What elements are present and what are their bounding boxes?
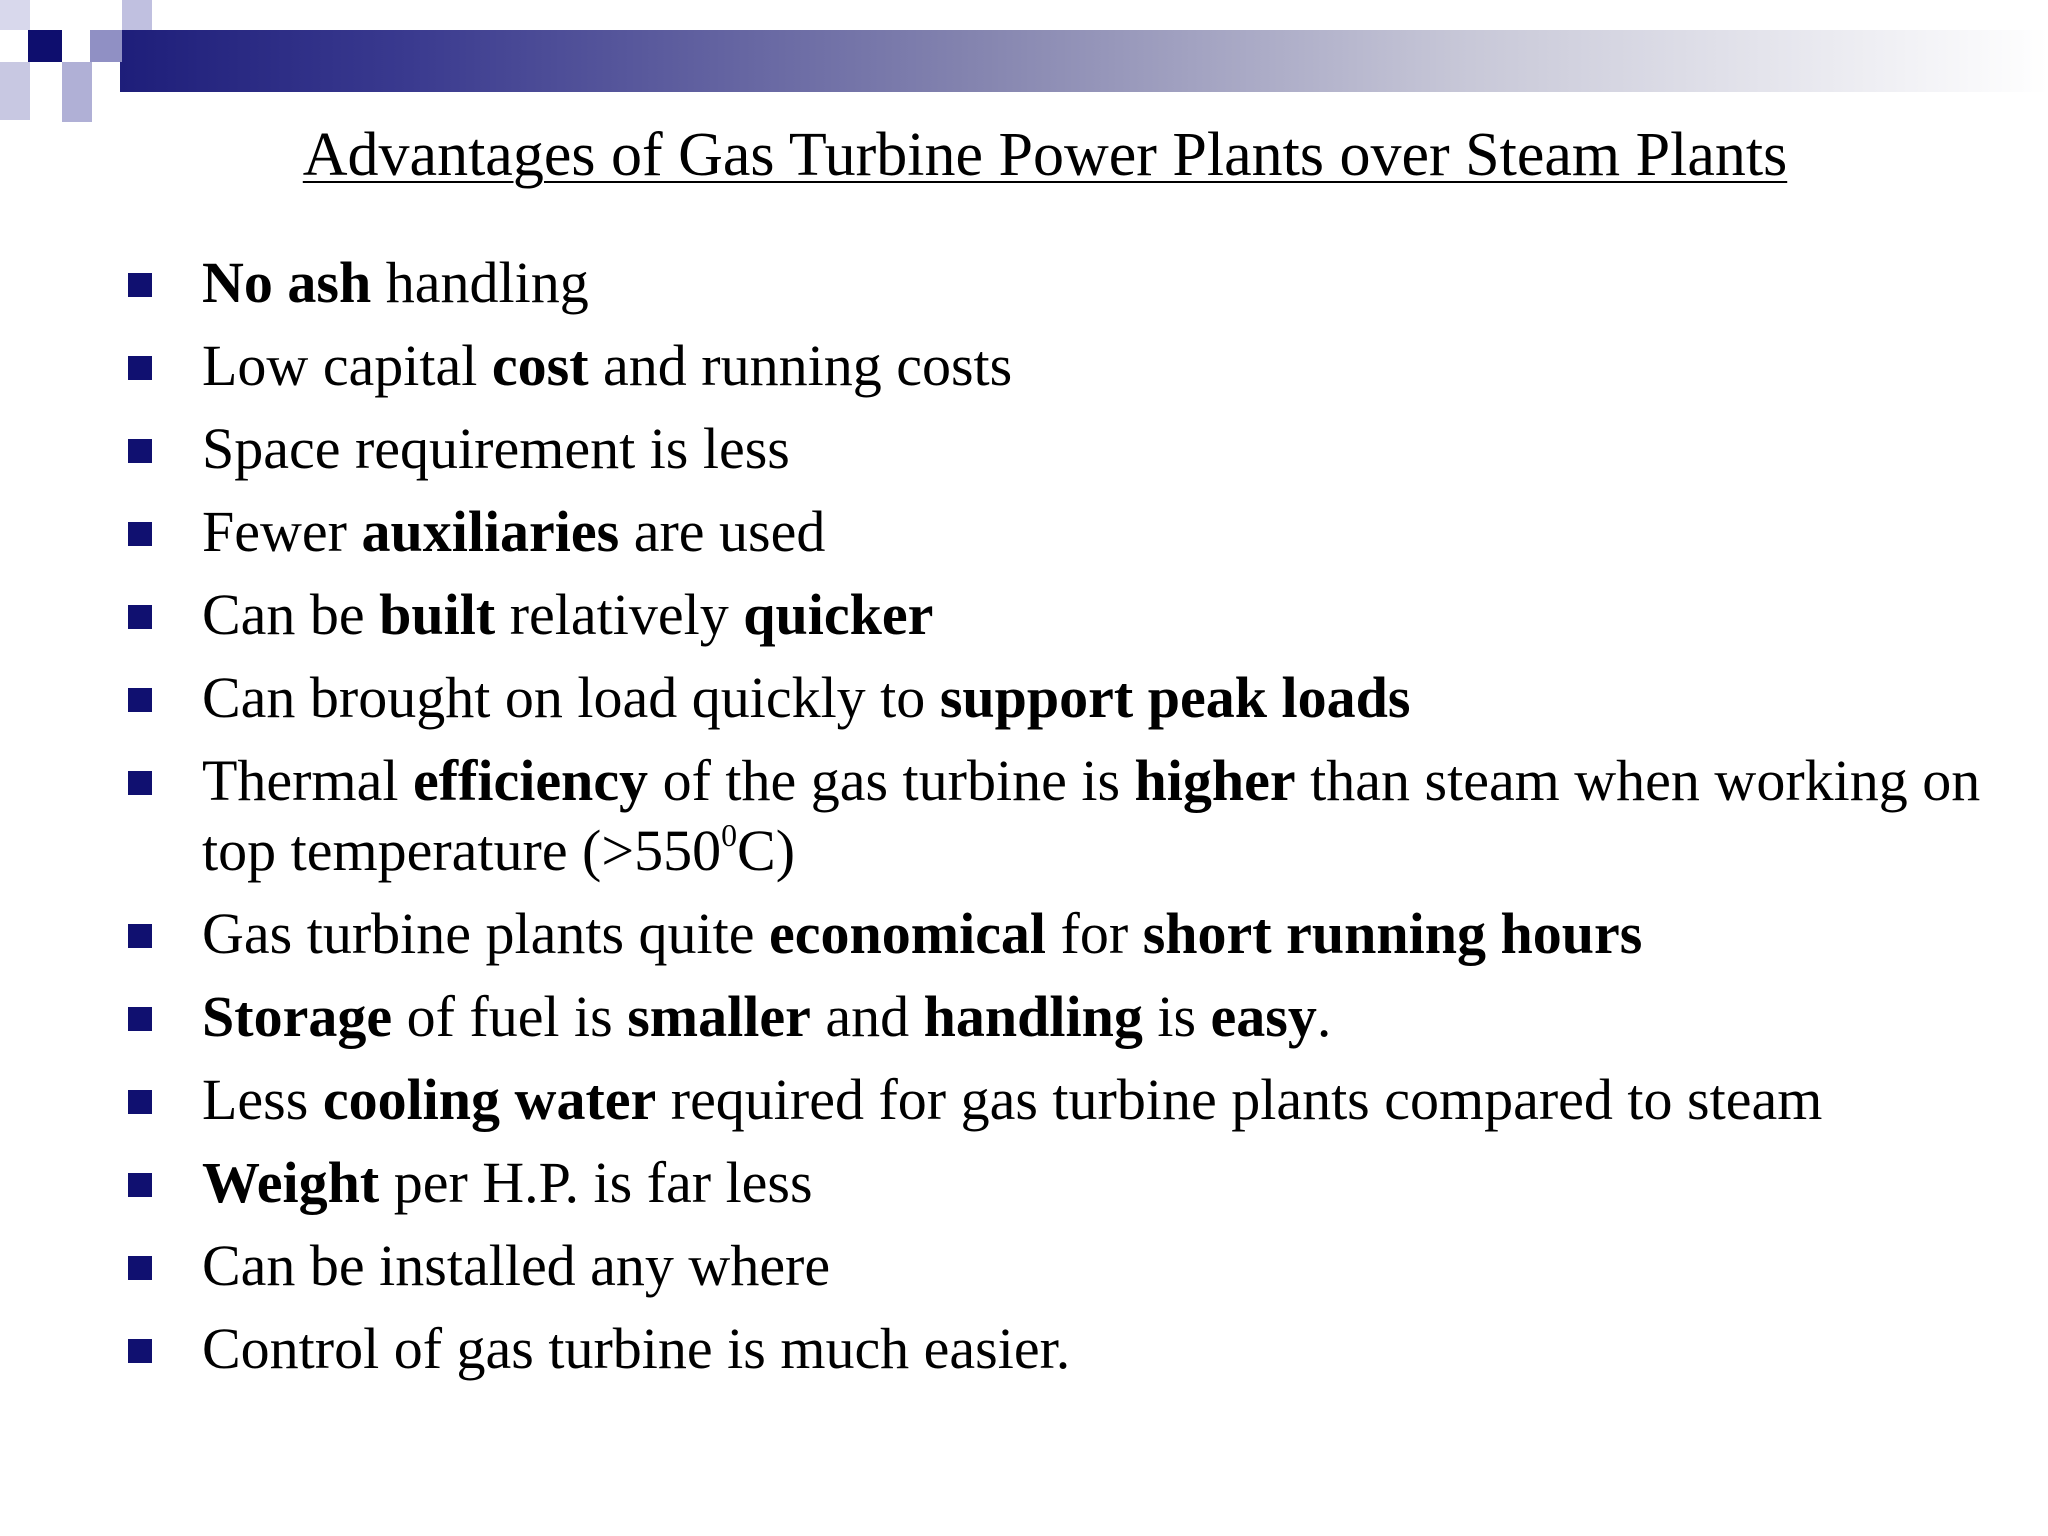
bullet-item [125,331,2025,401]
plain-text: . [1316,984,1332,1049]
bold-text: cost [491,333,589,398]
header-gradient-bar [120,30,2048,92]
bullet-text [202,333,1012,398]
square-bullet-icon [128,605,152,629]
bullet-text [202,1067,1822,1132]
plain-text: handling [371,250,589,315]
bullet-text [202,416,790,481]
bullet-text [202,499,825,564]
bullet-text [202,901,1642,966]
plain-text: Control of gas turbine is much easier. [202,1316,1071,1381]
bullet-item [125,414,2025,484]
plain-text: of fuel is [392,984,628,1049]
plain-text: of the gas turbine is [648,748,1135,813]
plain-text: is [1142,984,1211,1049]
square-bullet-icon [128,1256,152,1280]
decorative-square [122,0,152,30]
bullet-text [202,665,1410,730]
bold-text: short running hours [1142,901,1643,966]
square-bullet-icon [128,1339,152,1363]
plain-text: are used [619,499,826,564]
bullet-item [125,248,2025,318]
bold-text: quicker [743,582,934,647]
bullet-list [125,248,2025,1397]
decorative-square [62,62,92,122]
plain-text: required for gas turbine plants compared to steam [656,1067,1823,1132]
bold-text: smaller [627,984,811,1049]
plain-text: and running costs [588,333,1013,398]
plain-text: Space requirement is less [202,416,790,481]
plain-text: Can be [202,582,380,647]
bullet-item [125,663,2025,733]
decorative-square [0,62,30,120]
bullet-item [125,1148,2025,1218]
slide-title: Advantages of Gas Turbine Power Plants over Steam Plants [302,121,1788,189]
bullet-item [125,1231,2025,1301]
square-bullet-icon [128,273,152,297]
bullet-item [125,899,2025,969]
bold-text: cooling water [322,1067,657,1132]
bold-text: efficiency [412,748,649,813]
bold-text: economical [769,901,1047,966]
square-bullet-icon [128,1007,152,1031]
bold-text: Storage [202,984,393,1049]
square-bullet-icon [128,688,152,712]
bullet-item [125,746,2025,886]
plain-text: Fewer [202,499,362,564]
square-bullet-icon [128,771,152,795]
square-bullet-icon [128,522,152,546]
bold-text: easy [1210,984,1317,1049]
bullet-item [125,1065,2025,1135]
plain-text: Can be installed any where [202,1233,831,1298]
plain-text: per H.P. is far less [379,1150,813,1215]
bold-text: support peak loads [939,665,1411,730]
bullet-text [202,1150,813,1215]
bold-text: Weight [202,1150,380,1215]
decorative-square [28,30,62,62]
bullet-text [202,748,1980,883]
plain-text: Can brought on load quickly to [202,665,940,730]
bullet-text [202,250,589,315]
plain-text: C) [737,818,796,883]
bullet-item [125,497,2025,567]
square-bullet-icon [128,439,152,463]
bullet-item [125,982,2025,1052]
plain-text: and [810,984,924,1049]
bold-text: handling [923,984,1143,1049]
plain-text: for [1046,901,1143,966]
bullet-text [202,1316,1070,1381]
square-bullet-icon [128,1090,152,1114]
bullet-item [125,1314,2025,1384]
bold-text: No ash [202,250,372,315]
square-bullet-icon [128,924,152,948]
bullet-text [202,984,1331,1049]
bullet-text [202,582,933,647]
plain-text: than steam when working on top temperature (>550 [202,748,1981,883]
plain-text: relatively [495,582,744,647]
square-bullet-icon [128,1173,152,1197]
bullet-item [125,580,2025,650]
bold-text: higher [1134,748,1296,813]
bullet-text [202,1233,830,1298]
plain-text: Low capital [202,333,492,398]
superscript-text: 0 [721,818,738,854]
decorative-square [90,30,122,62]
bold-text: built [379,582,496,647]
bold-text: auxiliaries [361,499,620,564]
plain-text: Gas turbine plants quite [202,901,770,966]
plain-text: Thermal [202,748,413,813]
square-bullet-icon [128,356,152,380]
plain-text: Less [202,1067,323,1132]
decorative-square [0,0,30,30]
